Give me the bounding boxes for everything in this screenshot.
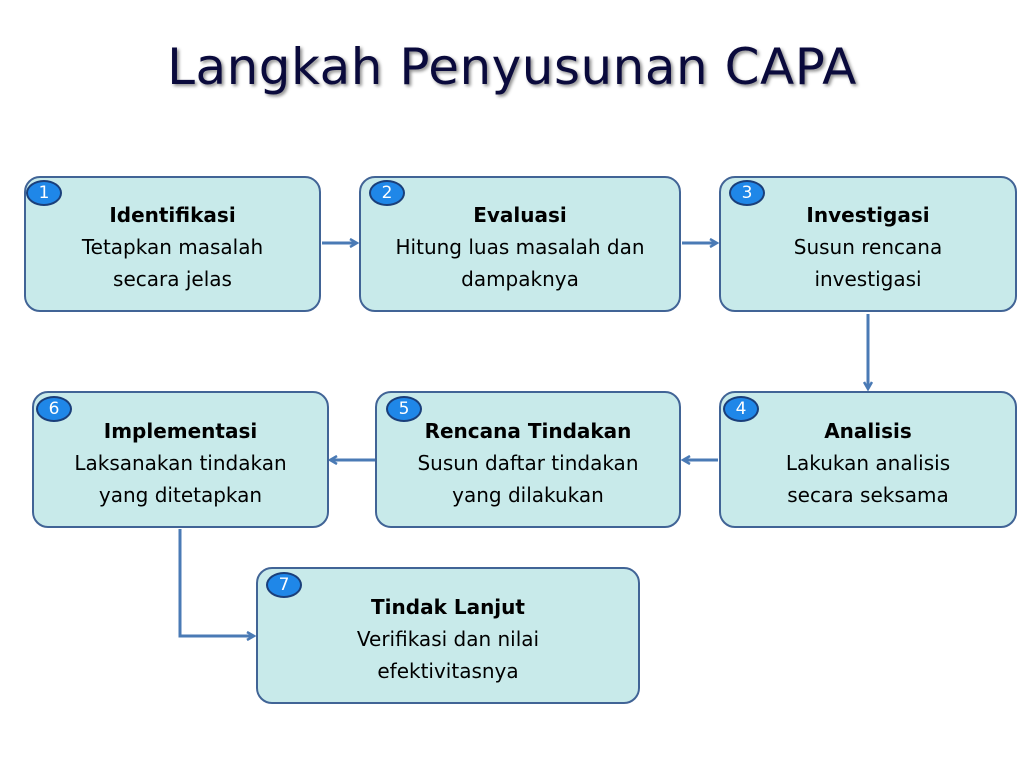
step-description-line: secara jelas [113, 267, 232, 291]
step-description-line: yang ditetapkan [98, 482, 263, 507]
step-heading: Analisis [824, 418, 912, 443]
step-number-badge: 6 [36, 396, 72, 422]
step-description-line: efektivitasnya [377, 658, 519, 683]
step-number-badge: 7 [266, 572, 302, 598]
step-heading: Implementasi [103, 418, 258, 443]
step-description-line: Lakukan analisis [785, 450, 951, 475]
step-number-badge: 4 [723, 396, 759, 422]
step-heading: Investigasi [806, 203, 930, 227]
step-number-badge: 3 [729, 180, 765, 206]
step-box-tindak-lanjut [256, 567, 640, 704]
step-description-line: secara seksama [787, 482, 949, 507]
step-description-line: Susun daftar tindakan [417, 450, 639, 475]
step-number-badge: 1 [26, 180, 62, 206]
step-description-line: Verifikasi dan nilai [356, 626, 540, 651]
arrow-6-to-7 [180, 529, 253, 636]
step-description-line: Hitung luas masalah dan [395, 235, 645, 259]
step-description-line: dampaknya [461, 267, 579, 291]
step-heading: Tindak Lanjut [371, 594, 525, 619]
step-description-line: Tetapkan masalah [81, 235, 264, 259]
step-heading: Rencana Tindakan [424, 418, 632, 443]
step-box-analisis [719, 391, 1017, 528]
step-box-implementasi [32, 391, 329, 528]
step-number-badge: 5 [386, 396, 422, 422]
step-description-line: yang dilakukan [452, 482, 604, 507]
step-heading: Identifikasi [109, 203, 236, 227]
step-description-line: investigasi [814, 267, 922, 291]
step-box-evaluasi [359, 176, 681, 312]
step-box-identifikasi [24, 176, 321, 312]
step-number-badge: 2 [369, 180, 405, 206]
step-heading: Evaluasi [473, 203, 567, 227]
step-description-line: Laksanakan tindakan [74, 450, 287, 475]
page-title: Langkah Penyusunan CAPA [167, 38, 857, 96]
step-description-line: Susun rencana [793, 235, 943, 259]
